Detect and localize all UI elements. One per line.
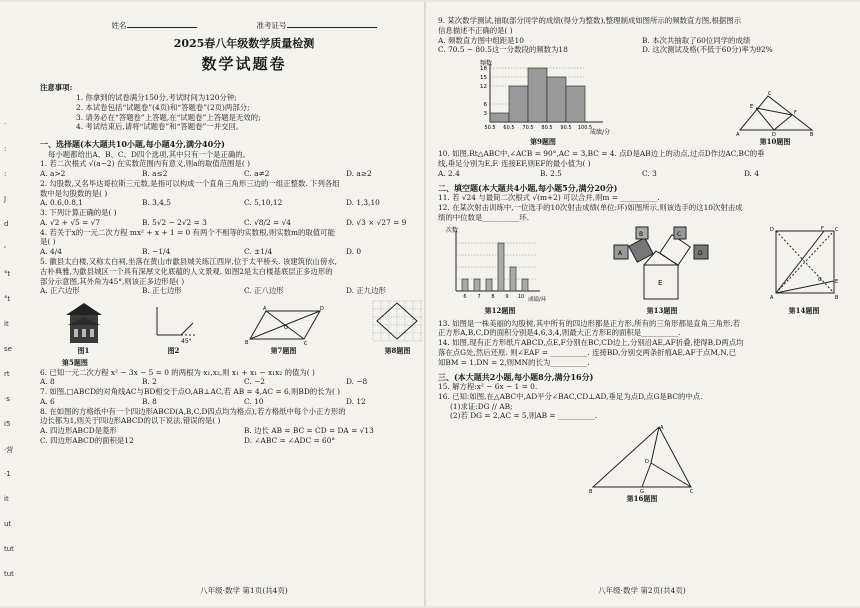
figure-9-caption: 第9题图 xyxy=(530,137,556,147)
note-1: 1. 你拿到的试卷满分150分,考试时间为120分钟; xyxy=(76,92,237,102)
q5-option-a: A. 正六边形 xyxy=(40,286,80,296)
q9-option-d: D. 这次测试及格(不低于60分)率为92% xyxy=(642,45,773,55)
exam-sheet xyxy=(0,2,860,606)
exam-subtitle: 数学试题卷 xyxy=(201,55,287,74)
q8-option-d: D. ∠ABC = ∠ADC = 60° xyxy=(244,435,336,445)
hist-xtick: 50.5 xyxy=(484,125,496,132)
page-2-footer: 八年级·数学 第2页(共4页) xyxy=(598,586,686,596)
q2-option-a: A. 0.6,0.8,1 xyxy=(40,198,83,208)
edge-mark: °t xyxy=(4,270,11,278)
edge-mark: ' xyxy=(4,245,6,253)
figure-13-caption: 第13题图 xyxy=(646,306,678,316)
name-label: 姓名 xyxy=(111,21,127,30)
figure-14 xyxy=(768,225,840,315)
edge-mark: se xyxy=(4,345,12,353)
figures-row-q12-q14 xyxy=(438,225,846,315)
hist-xtick: 100.5 xyxy=(577,125,593,132)
edge-mark: °t xyxy=(4,295,11,303)
svg-text:A: A xyxy=(770,295,774,302)
section-3-title: 三、(本大题共2小题,每小题8分,满分16分) xyxy=(438,371,594,382)
q4-option-b: B. −1/4 xyxy=(142,247,171,257)
q2-option-b: B. 3,4,5 xyxy=(142,198,171,208)
q3-option-a: A. √2 + √5 = √7 xyxy=(40,217,101,227)
edge-mark: d xyxy=(4,220,9,228)
figure-10 xyxy=(734,90,816,146)
svg-text:D: D xyxy=(698,250,703,258)
svg-text:D: D xyxy=(770,227,774,234)
q2-option-d: D. 1,3,10 xyxy=(346,198,380,208)
hist-ytick: 12 xyxy=(480,84,487,91)
bar12-bar xyxy=(462,279,468,291)
q7-options xyxy=(40,397,448,407)
note-4: 4. 考试结束后,请将“试题卷”和“答题卷”一并交回。 xyxy=(76,122,244,132)
edge-mark: tut xyxy=(4,545,14,553)
q10-stem-1: 10. 如图,Rt△ABC中,∠ACB = 90°,AC = 3,BC = 4. 点D是AB边上的动点,过点D作边AC,BC的垂 xyxy=(438,149,765,159)
svg-text:F: F xyxy=(794,110,797,117)
q8-option-c: C. 四边形ABCD的面积是12 xyxy=(40,435,134,445)
q14-line-1: 14. 如图,现有正方形纸片ABCD,点E,F分别在BC,CD边上,分别沿AE,AF折叠,使得B,D两点均 xyxy=(438,338,744,348)
q5-stem-1: 5. 徽县太白楼,又称太白祠,坐落在黄山市歙县城关练江西岸,位于太平桥头. 该建筑依山傍水, xyxy=(40,257,337,266)
q5-stem-3: 部分示意图,其外角为45°,则该正多边形是( ) xyxy=(40,276,185,286)
edge-mark: rt xyxy=(4,370,10,378)
q16-line-1: 16. 已知:如图,在△ABC中,AD平分∠BAC,CD⊥AD,垂足为点D,点G是BC的中点. xyxy=(438,391,703,401)
svg-text:O: O xyxy=(283,325,288,332)
q9-option-c: C. 70.5 ~ 80.5这一分数段的频数为18 xyxy=(438,45,568,55)
bar12-bar xyxy=(522,279,528,291)
svg-text:B: B xyxy=(639,231,644,239)
header xyxy=(40,20,448,31)
q3-options xyxy=(40,218,448,228)
folded-square-diagram xyxy=(768,225,840,305)
q5-options xyxy=(40,286,448,296)
hist-ytick: 3 xyxy=(483,111,487,118)
svg-text:D: D xyxy=(319,306,324,313)
hist-bar xyxy=(528,68,547,122)
q4-option-a: A. 4/4 xyxy=(40,247,62,257)
figure-1-caption: 图1 xyxy=(77,346,90,356)
q10-option-c: C. 3 xyxy=(642,168,657,178)
left-edge-marks xyxy=(0,2,34,606)
page-2 xyxy=(438,16,846,596)
svg-text:F: F xyxy=(821,226,824,233)
q3-option-d: D. √3 × √27 = 9 xyxy=(346,217,407,227)
histogram-ylabel: 频数 xyxy=(480,60,493,68)
triangle-bisector-diagram xyxy=(587,423,697,493)
q7-option-c: C. 10 xyxy=(244,396,264,406)
q3-option-c: C. √8/2 = √4 xyxy=(244,217,291,227)
svg-text:A: A xyxy=(618,250,623,258)
hist-ytick: 15 xyxy=(480,75,487,82)
q13-line-1: 13. 如图是一株美丽的勾股树,其中所有的四边形都是正方形,所有的三角形都是直角三角形,若 xyxy=(438,318,740,328)
q6-option-c: C. −2 xyxy=(244,377,265,387)
q2-options xyxy=(40,198,448,208)
svg-text:A: A xyxy=(262,306,266,313)
q5-option-b: B. 正七边形 xyxy=(142,286,182,296)
q4-options xyxy=(40,247,448,257)
hist-bar xyxy=(509,86,528,122)
svg-text:B: B xyxy=(835,295,839,302)
figure-2-caption: 图2 xyxy=(167,346,180,356)
page-1-footer: 八年级·数学 第1页(共4页) xyxy=(200,586,288,596)
q6-option-d: D. −8 xyxy=(346,377,368,387)
q7-option-a: A. 6 xyxy=(40,396,55,406)
edge-mark: tut xyxy=(4,570,14,578)
hist-bar xyxy=(547,77,566,122)
hist-xtick: 70.5 xyxy=(522,125,534,132)
svg-text:G: G xyxy=(818,277,822,284)
q1-options xyxy=(40,169,448,179)
q4-stem-2: 是( ) xyxy=(40,237,56,247)
q7-option-d: D. 12 xyxy=(346,396,366,406)
q8-stem-2: 边长都为1,则关于四边形ABCD的以下说法,错误的是( ) xyxy=(40,416,221,426)
note-2: 2. 本试卷包括“试题卷”(4页)和“答题卷”(2页)两部分; xyxy=(76,102,250,112)
q2-stem-1: 2. 勾股数,又名毕达哥拉斯三元数,是指可以构成一个直角三角形三边的一组正整数. 下列各组 xyxy=(40,178,340,188)
q1-stem: 1. 若二次根式 √(a−2) 在实数范围内有意义,则a的取值范围是( ) xyxy=(40,159,250,169)
id-label: 准考证号 xyxy=(256,21,287,30)
q10-stem-2: 线,垂足分别为E,F. 连接EF,则EF的最小值为( ) xyxy=(438,159,591,169)
q5-option-c: C. 正八边形 xyxy=(244,286,284,296)
q16-part-1: (1)求证:DG // AB; xyxy=(450,401,513,411)
edge-mark: ·s xyxy=(4,395,10,403)
figure-12-caption: 第12题图 xyxy=(484,306,516,316)
svg-text:D: D xyxy=(645,459,649,466)
figure-14-caption: 第14题图 xyxy=(788,306,820,316)
q10-options xyxy=(438,169,846,179)
bar12-xtick: 9 xyxy=(505,294,509,301)
q3-option-b: B. 5√2 − 2√2 = 3 xyxy=(142,217,207,227)
q12-line-1: 12. 在某次射击训练中,一位选手的10次射击成绩(单位:环)如图所示,则该选手的这10次射击成 xyxy=(438,202,743,212)
q12-line-2: 绩的中位数是__________环. xyxy=(438,212,530,222)
tower-picture xyxy=(64,299,104,345)
q1-option-c: C. a≠2 xyxy=(244,169,270,179)
hist-xtick: 80.5 xyxy=(541,125,553,132)
svg-text:B: B xyxy=(810,132,814,137)
svg-text:A: A xyxy=(660,425,664,432)
hist-bar xyxy=(566,86,585,122)
grid-rhombus-diagram xyxy=(371,299,425,345)
svg-text:E: E xyxy=(750,104,754,111)
bar12-bar xyxy=(498,243,504,291)
hist-bar xyxy=(490,113,509,122)
figure-8 xyxy=(371,299,425,355)
note-3: 3. 请务必在“答题卷”上答题,在“试题卷”上答题是无效的; xyxy=(76,112,261,122)
svg-text:C: C xyxy=(690,489,694,494)
q6-options xyxy=(40,377,448,387)
figure-1 xyxy=(64,299,104,355)
edge-mark: it xyxy=(4,495,9,503)
svg-text:C: C xyxy=(835,227,839,234)
section-1-intro: 每小题都给出A、B、C、D四个选项,其中只有一个是正确的。 xyxy=(48,149,251,159)
q15: 15. 解方程:x² − 6x − 1 = 0. xyxy=(438,382,538,392)
q9-stem-2: 信息描述不正确的是( ) xyxy=(438,25,513,35)
bar12-bar xyxy=(510,267,516,291)
figures-row-p1 xyxy=(40,299,448,355)
q3-stem: 3. 下列计算正确的是( ) xyxy=(40,208,117,218)
q4-stem-1: 4. 若关于x的一元二次方程 mx² + x + 1 = 0 有两个不相等的实数根,则实数m的取值可能 xyxy=(40,227,335,237)
q4-option-d: D. 0 xyxy=(346,247,362,257)
edge-mark: it xyxy=(4,320,9,328)
exam-title: 2025春八年级数学质量检测 xyxy=(173,36,315,50)
figure-2 xyxy=(151,305,197,355)
edge-mark: ·营 xyxy=(4,446,14,454)
q13-line-2: 正方形A,B,C,D的面积分别是4,6,3,4,则最大正方形E的面积是__________. xyxy=(438,328,681,338)
bar12-bar xyxy=(486,279,492,291)
svg-text:C: C xyxy=(303,341,307,346)
q10-option-a: A. 2.4 xyxy=(438,168,460,178)
svg-text:E: E xyxy=(835,279,839,286)
bar12-xlabel: 成绩/环 xyxy=(528,297,547,304)
bar12-bar xyxy=(474,279,480,291)
q9-options-ab xyxy=(438,36,846,46)
q5-stem-2: 古朴典雅,为歙县城区一个具有深厚文化底蕴的人文景观. 如图2是太白楼基底层正多边形的 xyxy=(40,266,333,276)
q1-option-a: A. a>2 xyxy=(40,169,66,179)
q7-option-b: B. 8 xyxy=(142,396,157,406)
q1-option-b: B. a≤2 xyxy=(142,169,168,179)
figure-16-caption: 第16题图 xyxy=(626,494,658,504)
hist-xtick: 90.5 xyxy=(560,125,572,132)
q4-option-c: C. ±1/4 xyxy=(244,247,273,257)
histogram xyxy=(468,58,618,136)
bar12-xtick: 10 xyxy=(517,294,525,301)
q8-options-cd xyxy=(40,436,448,446)
edge-mark: · xyxy=(4,120,7,128)
polygon-angle-diagram xyxy=(151,305,197,345)
svg-text:B: B xyxy=(589,489,593,494)
svg-text:B: B xyxy=(244,340,248,346)
edge-mark: : xyxy=(4,170,7,178)
notes-title: 注意事项: xyxy=(40,83,73,93)
svg-text:E: E xyxy=(658,279,663,288)
q14-line-2: 落在点G处,然后还原. 则∠EAF = __________. 连接BD,分别交两条折痕AE,AF于点M,N,已 xyxy=(438,347,737,357)
q8-stem-1: 8. 在如图的方格纸中有一个四边形ABCD(A,B,C,D四点均为格点),若方格纸中每个小正方形的 xyxy=(40,406,346,416)
figure-10-caption: 第10题图 xyxy=(759,137,791,147)
q9-option-b: B. 本次共抽取了60位同学的成绩 xyxy=(642,35,751,45)
figure-5-caption: 第5题图 xyxy=(62,358,88,368)
figure-7-caption: 第7题图 xyxy=(270,346,297,356)
edge-mark: ·1 xyxy=(4,470,11,478)
q5-option-d: D. 正九边形 xyxy=(346,286,386,296)
section-2-title: 二、填空题(本大题共4小题,每小题5分,满分20分) xyxy=(438,182,618,193)
figure-9 xyxy=(468,58,618,146)
q6-stem: 6. 已知一元二次方程 x² − 3x − 5 = 0 的两根为 x₁,x₂,则 x₁ + x₁ − x₁x₂ 的值为( ) xyxy=(40,367,315,377)
svg-text:D: D xyxy=(772,132,776,137)
q8-option-b: B. 边长 AB = BC = CD = DA = √13 xyxy=(244,426,374,436)
bar12-xtick: 8 xyxy=(491,294,495,301)
q2-option-c: C. 5,10,12 xyxy=(244,198,283,208)
section-1-title: 一、选择题(本大题共10小题,每小题4分,满分40分) xyxy=(40,139,225,150)
q8-options-ab xyxy=(40,426,448,436)
q9-options-cd xyxy=(438,45,846,55)
bar12-xtick: 7 xyxy=(477,294,481,301)
figure-16 xyxy=(438,423,846,503)
figure-7 xyxy=(244,305,324,355)
edge-mark: i5 xyxy=(4,420,11,428)
bar12-xtick: 6 xyxy=(463,294,467,301)
edge-mark: : xyxy=(4,145,7,153)
pythagoras-tree-diagram xyxy=(610,225,714,305)
figure-8-caption: 第8题图 xyxy=(384,346,411,356)
edge-mark: ut xyxy=(4,520,12,528)
shooting-bar-chart xyxy=(444,225,556,305)
q7-stem: 7. 如图,□ABCD的对角线AC与BD相交于点O,AB⊥AC,若 AB = 4,AC = 6,则BD的长为( ) xyxy=(40,387,341,397)
svg-text:A: A xyxy=(736,132,740,137)
histogram-xlabel: 成绩/分 xyxy=(590,129,611,137)
q14-line-3: 知BM = 1,DN = 2,则MN的长为__________. xyxy=(438,357,590,367)
page-1 xyxy=(40,16,448,596)
q11: 11. 若 √24 与最简二次根式 √(m+2) 可以合并,则m = __________. xyxy=(438,193,660,203)
angle-label: 45° xyxy=(180,338,192,346)
q10-option-d: D. 4 xyxy=(744,168,760,178)
hist-ytick: 18 xyxy=(480,66,487,73)
svg-text:C: C xyxy=(768,91,772,98)
q16-part-2: (2)若 DG = 2,AC = 5,则AB = __________. xyxy=(450,411,598,421)
q10-option-b: B. 2.5 xyxy=(540,168,562,178)
right-triangle-diagram xyxy=(734,90,816,136)
q6-option-a: A. 8 xyxy=(40,377,55,387)
bar12-ylabel: 次数 xyxy=(446,227,459,235)
figures-row-q9-q10 xyxy=(438,58,846,146)
svg-text:G: G xyxy=(640,489,644,494)
q9-option-a: A. 频数直方图中组距是10 xyxy=(438,35,524,45)
figure-12 xyxy=(444,225,556,315)
q2-stem-2: 数中是勾股数的是( ) xyxy=(40,188,108,198)
hist-xtick: 60.5 xyxy=(503,125,515,132)
hist-ytick: 6 xyxy=(483,102,487,109)
svg-text:C: C xyxy=(677,231,682,239)
q9-stem-1: 9. 某次数学测试,抽取部分同学的成绩(得分为整数),整理制成如图所示的频数直方图,根据图示 xyxy=(438,16,742,25)
q8-option-a: A. 四边形ABCD是菱形 xyxy=(40,426,117,436)
parallelogram-diagram xyxy=(244,305,324,345)
q1-option-d: D. a≥2 xyxy=(346,169,372,179)
edge-mark: J xyxy=(4,195,7,203)
q6-option-b: B. 2 xyxy=(142,377,157,387)
figure-13 xyxy=(610,225,714,315)
